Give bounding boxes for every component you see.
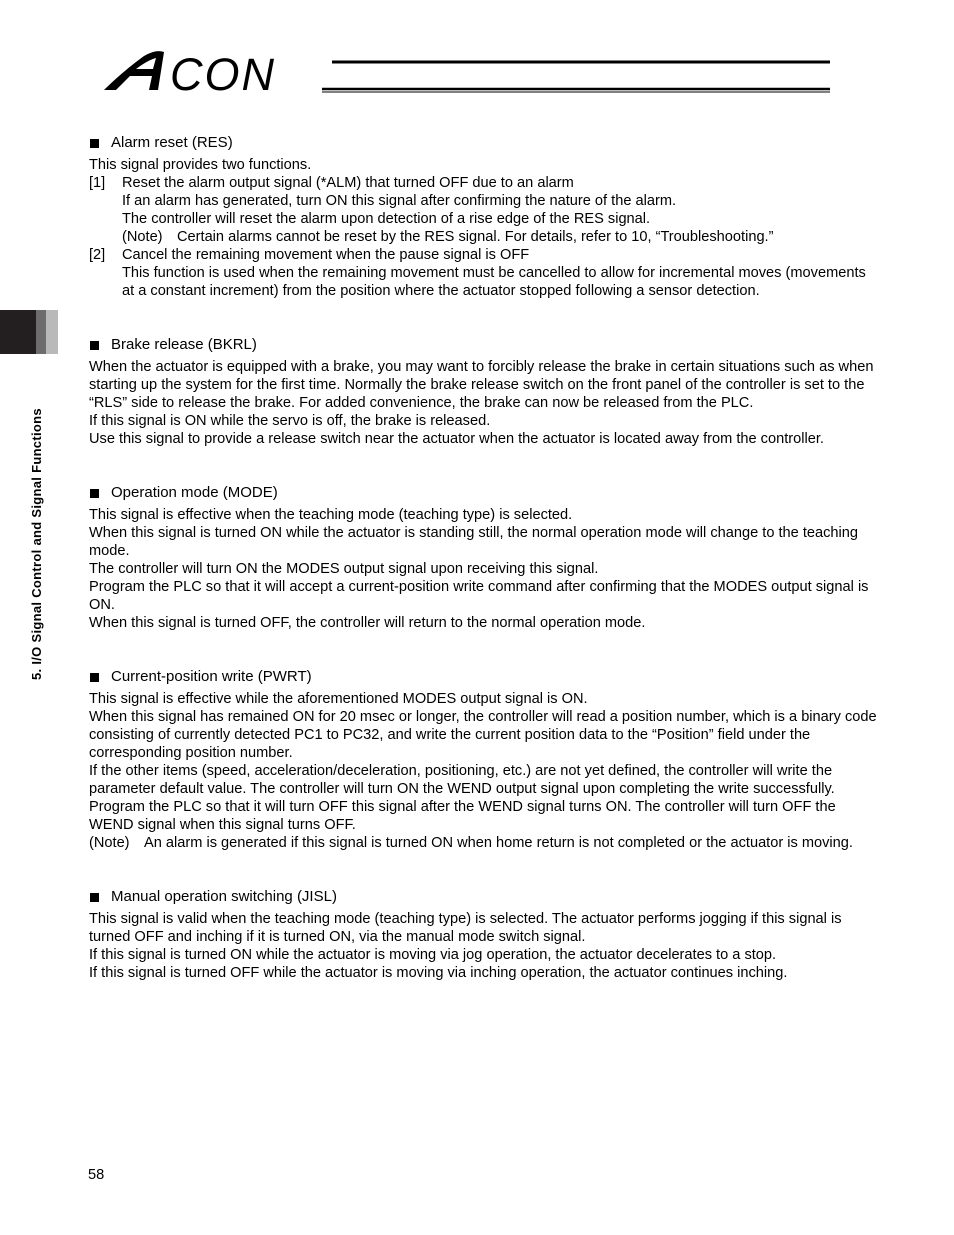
section-operation-mode	[89, 484, 879, 632]
paragraph: If this signal is turned ON while the actuator is moving via jog operation, the actuator decelerates to a stop.	[89, 947, 777, 963]
section-alarm-reset	[89, 134, 879, 300]
acon-logo	[100, 46, 835, 98]
section-heading	[89, 134, 879, 153]
heading-text: Alarm reset (RES)	[111, 134, 233, 151]
section-heading	[89, 668, 879, 687]
svg-text:CON: CON	[170, 49, 276, 98]
heading-text: Manual operation switching (JISL)	[111, 888, 337, 905]
note	[89, 834, 879, 852]
chapter-side-label: 5. I/O Signal Control and Signal Functions	[29, 408, 44, 680]
note-text: Certain alarms cannot be reset by the RES signal. For details, refer to 10, “Troubleshooting.”	[177, 229, 774, 245]
note	[89, 228, 879, 246]
section-heading	[89, 336, 879, 355]
item-number: [1]	[89, 175, 106, 191]
page-content	[89, 134, 879, 982]
numbered-item	[89, 246, 879, 264]
heading-text: Current-position write (PWRT)	[111, 668, 312, 685]
paragraph: This signal is valid when the teaching mode (teaching type) is selected. The actuator performs jogging if this signal is turned OFF and inching if it is turned ON, via the manual mode switch signal.	[89, 911, 842, 945]
note-label: (Note)	[122, 229, 163, 245]
paragraph: When this signal is turned OFF, the controller will return to the normal operation mode.	[89, 615, 646, 631]
section-current-position-write	[89, 668, 879, 852]
square-bullet-icon	[90, 139, 99, 148]
square-bullet-icon	[90, 893, 99, 902]
paragraph: When the actuator is equipped with a brake, you may want to forcibly release the brake in certain situations such as when starting up the system for the first time. Normally the brake release switch on the front panel of the controller is set to the “RLS” side to release the brake. For added convenience, the brake can now be released from the PLC.	[89, 359, 874, 411]
square-bullet-icon	[90, 673, 99, 682]
square-bullet-icon	[90, 489, 99, 498]
chapter-tab-marker	[0, 310, 58, 354]
paragraph: When this signal is turned ON while the actuator is standing still, the normal operation mode will change to the teaching mode.	[89, 525, 859, 559]
section-manual-operation-switching	[89, 888, 879, 982]
numbered-item	[89, 174, 879, 192]
paragraph: This signal provides two functions.	[89, 157, 312, 173]
paragraph: This function is used when the remaining movement must be cancelled to allow for incremental moves (movements at a constant increment) from the position where the actuator stopped following a sensor detection.	[122, 265, 866, 299]
square-bullet-icon	[90, 341, 99, 350]
paragraph: If this signal is turned OFF while the actuator is moving via inching operation, the actuator continues inching.	[89, 965, 788, 981]
paragraph: The controller will turn ON the MODES output signal upon receiving this signal.	[89, 561, 599, 577]
paragraph: If this signal is ON while the servo is off, the brake is released.	[89, 413, 491, 429]
paragraph: Program the PLC so that it will accept a current-position write command after confirming that the MODES output signal is ON.	[89, 579, 869, 613]
paragraph: The controller will reset the alarm upon detection of a rise edge of the RES signal.	[122, 211, 651, 227]
item-number: [2]	[89, 247, 106, 263]
paragraph: Program the PLC so that it will turn OFF this signal after the WEND signal turns ON. The controller will turn OFF the WEND signal when this signal turns OFF.	[89, 799, 836, 833]
paragraph: This signal is effective while the aforementioned MODES output signal is ON.	[89, 691, 588, 707]
note-label: (Note)	[89, 835, 130, 851]
paragraph: If the other items (speed, acceleration/deceleration, positioning, etc.) are not yet defined, the controller will write the parameter default value. The controller will turn ON the WEND output signal upon completing the write successfully.	[89, 763, 835, 797]
paragraph: If an alarm has generated, turn ON this signal after confirming the nature of the alarm.	[122, 193, 677, 209]
page-number: 58	[88, 1167, 105, 1183]
section-heading	[89, 888, 879, 907]
section-heading	[89, 484, 879, 503]
heading-text: Brake release (BKRL)	[111, 336, 257, 353]
paragraph: This signal is effective when the teaching mode (teaching type) is selected.	[89, 507, 573, 523]
note-text: An alarm is generated if this signal is turned ON when home return is not completed or the actuator is moving.	[144, 835, 853, 851]
heading-text: Operation mode (MODE)	[111, 484, 278, 501]
section-brake-release	[89, 336, 879, 448]
paragraph: When this signal has remained ON for 20 msec or longer, the controller will read a position number, which is a binary code consisting of currently detected PC1 to PC32, and write the current position data to the “Position” field under the corresponding position number.	[89, 709, 877, 761]
item-title: Cancel the remaining movement when the pause signal is OFF	[122, 247, 530, 263]
paragraph: Use this signal to provide a release switch near the actuator when the actuator is located away from the controller.	[89, 431, 824, 447]
item-title: Reset the alarm output signal (*ALM) that turned OFF due to an alarm	[122, 175, 574, 191]
